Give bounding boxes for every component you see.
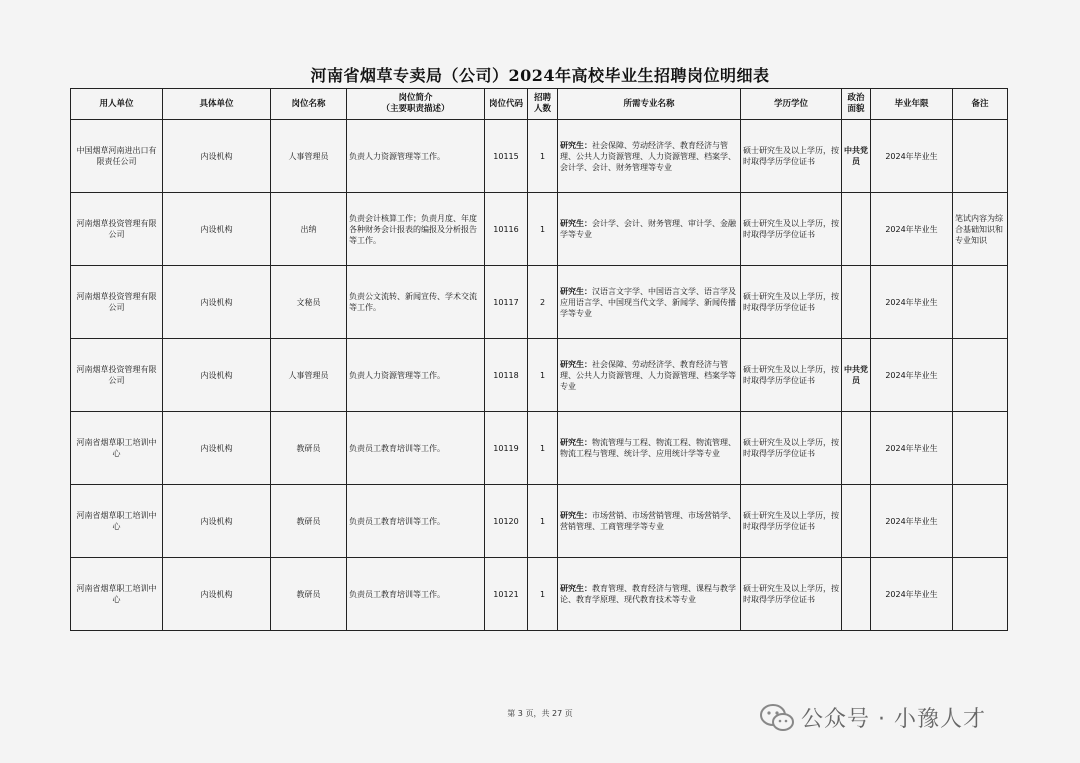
cell-year: 2024年毕业生	[871, 339, 953, 412]
cell-num: 1	[528, 120, 558, 193]
cell-edu: 硕士研究生及以上学历，按时取得学历学位证书	[741, 266, 842, 339]
cell-note	[953, 339, 1008, 412]
header-desc-line1: 岗位简介	[398, 93, 433, 103]
cell-note	[953, 120, 1008, 193]
table-row	[71, 339, 1008, 412]
major-label: 研究生：	[560, 286, 592, 296]
cell-note	[953, 558, 1008, 631]
cell-dept: 内设机构	[163, 558, 271, 631]
cell-post: 教研员	[271, 412, 347, 485]
cell-unit: 河南烟草投资管理有限公司	[71, 193, 163, 266]
cell-post: 人事管理员	[271, 120, 347, 193]
cell-num: 1	[528, 193, 558, 266]
cell-unit: 河南烟草投资管理有限公司	[71, 266, 163, 339]
cell-unit: 河南省烟草职工培训中心	[71, 412, 163, 485]
major-text: 社会保障、劳动经济学、教育经济与管理、公共人力资源管理、人力资源管理、档案学等专业	[560, 359, 736, 391]
table-row	[71, 193, 1008, 266]
header-major: 所需专业名称	[558, 89, 741, 120]
cell-major	[558, 266, 741, 339]
header-note: 备注	[953, 89, 1008, 120]
header-year: 毕业年限	[871, 89, 953, 120]
cell-note	[953, 485, 1008, 558]
cell-desc: 负责员工教育培训等工作。	[347, 485, 485, 558]
major-label: 研究生：	[560, 511, 592, 520]
cell-desc: 负责员工教育培训等工作。	[347, 558, 485, 631]
cell-pol: 中共党员	[842, 339, 871, 412]
cell-num: 2	[528, 266, 558, 339]
cell-code: 10121	[485, 558, 528, 631]
major-label: 研究生：	[560, 438, 592, 447]
cell-dept: 内设机构	[163, 266, 271, 339]
cell-code: 10117	[485, 266, 528, 339]
table-row	[71, 485, 1008, 558]
major-text: 教育管理、教育经济与管理、课程与教学论、教育学原理、现代教育技术等专业	[560, 584, 736, 604]
cell-pol	[842, 412, 871, 485]
cell-code: 10120	[485, 485, 528, 558]
cell-pol	[842, 193, 871, 266]
cell-dept: 内设机构	[163, 120, 271, 193]
major-text: 汉语言文字学、中国语言文学、语言学及应用语言学、中国现当代文学、新闻学、新闻传播学等专业	[560, 286, 736, 318]
header-desc	[347, 89, 485, 120]
cell-desc: 负责人力资源管理等工作。	[347, 339, 485, 412]
cell-major	[558, 412, 741, 485]
cell-edu: 硕士研究生及以上学历，按时取得学历学位证书	[741, 412, 842, 485]
major-text: 会计学、会计、财务管理、审计学、金融学等专业	[560, 219, 736, 239]
cell-note: 笔试内容为综合基础知识和专业知识	[953, 193, 1008, 266]
cell-dept: 内设机构	[163, 485, 271, 558]
header-num: 招聘人数	[528, 89, 558, 120]
cell-post: 教研员	[271, 558, 347, 631]
cell-dept: 内设机构	[163, 193, 271, 266]
cell-year: 2024年毕业生	[871, 412, 953, 485]
cell-pol	[842, 266, 871, 339]
major-text: 物流管理与工程、物流工程、物流管理、物流工程与管理、统计学、应用统计学等专业	[560, 438, 736, 458]
cell-note	[953, 266, 1008, 339]
cell-num: 1	[528, 558, 558, 631]
table-row	[71, 412, 1008, 485]
cell-major	[558, 558, 741, 631]
header-row	[71, 89, 1008, 120]
page-number: 第 3 页，共 27 页	[507, 709, 573, 718]
cell-unit: 河南烟草投资管理有限公司	[71, 339, 163, 412]
cell-major	[558, 485, 741, 558]
header-pol: 政治面貌	[842, 89, 871, 120]
cell-edu: 硕士研究生及以上学历，按时取得学历学位证书	[741, 485, 842, 558]
major-text: 社会保障、劳动经济学、教育经济与管理、公共人力资源管理、人力资源管理、档案学、会计学、会计、财务管理等专业	[560, 140, 736, 172]
positions-table	[70, 88, 1008, 631]
cell-pol: 中共党员	[842, 120, 871, 193]
document-title: 河南省烟草专卖局（公司）2024年高校毕业生招聘岗位明细表	[310, 66, 770, 85]
cell-unit: 中国烟草河南进出口有限责任公司	[71, 120, 163, 193]
cell-note	[953, 412, 1008, 485]
cell-dept: 内设机构	[163, 412, 271, 485]
major-text: 市场营销、市场营销管理、市场营销学、营销管理、工商管理学等专业	[560, 511, 736, 531]
cell-num: 1	[528, 485, 558, 558]
table-body	[71, 120, 1008, 631]
table-row	[71, 120, 1008, 193]
cell-desc: 负责员工教育培训等工作。	[347, 412, 485, 485]
table-row	[71, 266, 1008, 339]
cell-major	[558, 193, 741, 266]
cell-post: 文秘员	[271, 266, 347, 339]
header-unit: 用人单位	[71, 89, 163, 120]
header-edu: 学历学位	[741, 89, 842, 120]
cell-desc: 负责人力资源管理等工作。	[347, 120, 485, 193]
cell-pol	[842, 485, 871, 558]
cell-unit: 河南省烟草职工培训中心	[71, 485, 163, 558]
watermark-text: 公众号 · 小豫人才	[801, 707, 986, 732]
cell-year: 2024年毕业生	[871, 193, 953, 266]
cell-desc: 负责会计核算工作；负责月度、年度各种财务会计报表的编报及分析报告等工作。	[347, 193, 485, 266]
cell-year: 2024年毕业生	[871, 485, 953, 558]
cell-edu: 硕士研究生及以上学历，按时取得学历学位证书	[741, 339, 842, 412]
cell-major	[558, 339, 741, 412]
cell-code: 10116	[485, 193, 528, 266]
cell-code: 10115	[485, 120, 528, 193]
cell-unit: 河南省烟草职工培训中心	[71, 558, 163, 631]
cell-year: 2024年毕业生	[871, 558, 953, 631]
cell-post: 人事管理员	[271, 339, 347, 412]
header-desc-line2: （主要职责描述）	[381, 104, 450, 114]
cell-num: 1	[528, 412, 558, 485]
cell-edu: 硕士研究生及以上学历，按时取得学历学位证书	[741, 193, 842, 266]
cell-major	[558, 120, 741, 193]
table-header	[71, 89, 1008, 120]
cell-year: 2024年毕业生	[871, 120, 953, 193]
cell-post: 教研员	[271, 485, 347, 558]
cell-year: 2024年毕业生	[871, 266, 953, 339]
major-label: 研究生：	[560, 219, 592, 228]
major-label: 研究生：	[560, 584, 592, 593]
cell-pol	[842, 558, 871, 631]
major-label: 研究生：	[560, 140, 592, 150]
cell-dept: 内设机构	[163, 339, 271, 412]
header-dept: 具体单位	[163, 89, 271, 120]
major-label: 研究生：	[560, 359, 592, 369]
cell-code: 10118	[485, 339, 528, 412]
cell-post: 出纳	[271, 193, 347, 266]
header-post: 岗位名称	[271, 89, 347, 120]
table-row	[71, 558, 1008, 631]
cell-edu: 硕士研究生及以上学历，按时取得学历学位证书	[741, 558, 842, 631]
cell-desc: 负责公文流转、新闻宣传、学术交流等工作。	[347, 266, 485, 339]
cell-code: 10119	[485, 412, 528, 485]
cell-edu: 硕士研究生及以上学历，按时取得学历学位证书	[741, 120, 842, 193]
cell-num: 1	[528, 339, 558, 412]
watermark	[759, 702, 986, 733]
wechat-icon	[759, 703, 795, 733]
header-code: 岗位代码	[485, 89, 528, 120]
